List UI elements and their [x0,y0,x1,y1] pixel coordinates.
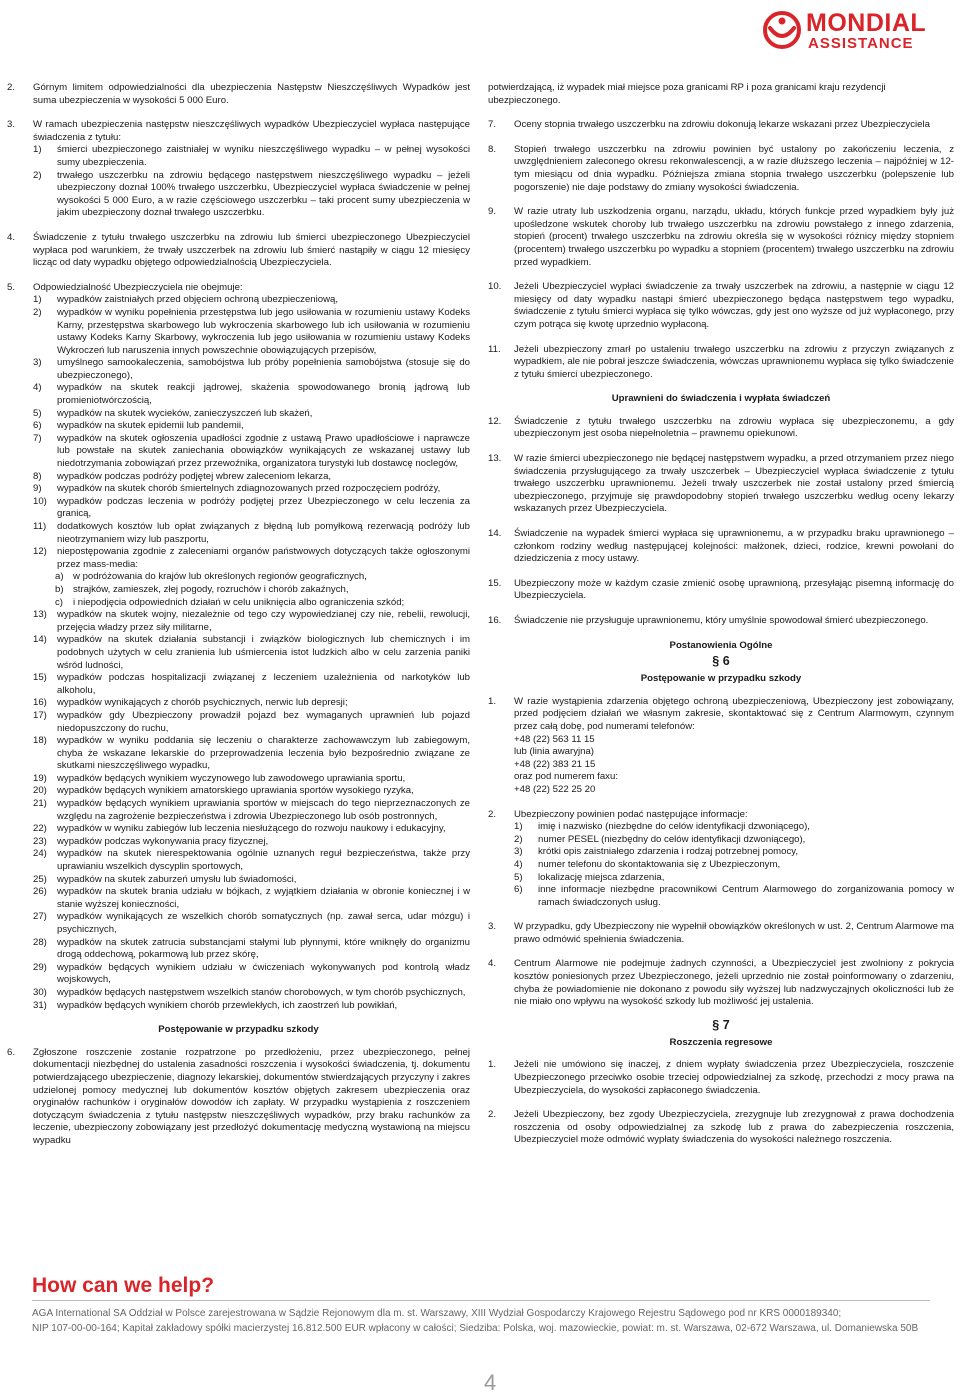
footer-line: AGA International SA Oddział w Polsce zarejestrowana w Sądzie Rejonowym dla m. st. Warszawy, XIII Wydział Gospodarczy Krajowego Rejestru Sądowego pod nr KRS 0000189340; [32,1308,842,1319]
regress-2: 2. Jeżeli Ubezpieczony, bez zgody Ubezpieczyciela, zrezygnuje lub zrezygnował z prawa dochodzenia roszczenia od osoby odpowiedzialnej za szkodę lub z prawa do zabezpieczenia roszczenia, Ubezpieczyciel może odmówić wypłaty świadczenia do wysokości należnego roszczenia. [488,1109,954,1146]
list-item: 15) wypadków podczas hospitalizacji związanej z leczeniem uzależnienia od narkotyków lub alkoholu, [33,672,470,696]
list-item: 2) numer PESEL (niezbędny do celów identyfikacji dzwoniącego), [514,833,806,845]
sub-list-item: c) i niepodjęcia odpowiednich działań w celu uniknięcia albo ograniczenia szkód; [55,596,405,608]
list-item: 13) wypadków na skutek wojny, niezależnie od tego czy wypowiedzianej czy nie, rebelii, rewolucji, przejęcia władzy przez siły militarne, [33,609,470,633]
list-item: 18) wypadków w wyniku poddania się leczeniu o charakterze zachowawczym lub zabiegowym, chyba że wskazane lekarskie do przeprowadzenia leczenia było bezpośrednio związane ze skutkami nieszczęśliwego wypadku, [33,735,470,772]
list-item: 28) wypadków na skutek zatrucia substancjami stałymi lub płynnymi, które wniknęły do organizmu drogą oddechową, pokarmową lub przez skórę, [33,936,470,961]
list-item: 11) dodatkowych kosztów lub opłat związanych z błędną lub pomyłkową rezerwacją podróży lub nieotrzymaniem wizy lub paszportu, [33,521,470,545]
section-9: 9. W razie utraty lub uszkodzenia organu, narządu, układu, których funkcje przed wypadkiem były już upośledzone wskutek choroby lub trwałego uszczerbku na zdrowiu powstałego z innego zdarzenia, stopień (procent) trwałego uszczerbku na zdrowiu określa się w wysokości różnicy między stopniem (procentem) trwałego uszczerbku po wypadku a stopniem (procentem) trwałego uszczerbku na zdrowiu przed wypadkiem. [488,206,954,268]
section-number: 4. [7,231,16,243]
list-item: 6) wypadków na skutek epidemii lub pandemii, [33,420,244,432]
section-2 [7,82,470,107]
phone-line: +48 (22) 522 25 20 [514,783,596,795]
regress-1: 1. Jeżeli nie umówiono się inaczej, z dniem wypłaty świadczenia przez Ubezpieczyciela, roszczenie Ubezpieczonego przeciwko osobie trzeciej odpowiedzialnej za szkodę, przechodzi z mocy prawa na Ubezpieczyciela, do wysokości zapłaconego świadczenia. [488,1059,954,1096]
section-3 [7,119,470,220]
list-item: 3) krótki opis zaistniałego zdarzenia i rodzaj potrzebnej pomocy, [514,846,799,858]
list-item: 16) wypadków wynikających z chorób psychicznych, nerwic lub depresji; [33,697,348,709]
list-item: 17) wypadków gdy Ubezpieczony prowadził pojazd bez wymaganych uprawnień lub pojazd niedopuszczony do ruchu, [33,709,470,734]
list-item: 1) wypadków zaistniałych przed objęciem ochroną ubezpieczeniową, [33,294,339,306]
list-item: 10) wypadków podczas leczenia w podróży podjętej przez Ubezpieczonego w celu leczenia za granicą, [33,495,470,520]
phone-line: lub (linia awaryjna) [514,746,594,758]
general-2: 2. Ubezpieczony powinien podać następujące informacje: 1) imię i nazwisko (niezbędne do celów identyfikacji dzwoniącego), 2) numer PESEL (niezbędny do celów identyfikacji dzwoniącego), 3) krótki opis zaistniałego zdarzenia i rodzaj potrzebnej pomocy, 4) numer telefonu do skontaktowania się z Ubezpieczonym, 5) lokalizację miejsca zdarzenia, 6) inne informacje niezbędne pracownikowi Centrum Alarmowego do zorganizowania pomocy w ramach świadczonych usług. [488,808,954,908]
section-4 [7,232,470,270]
section-text: W ramach ubezpieczenia następstw nieszczęśliwych wypadków Ubezpieczyciel wypłaca następujące świadczenia z tytułu: [33,119,470,143]
footer-title: How can we help? [32,1274,215,1297]
list-item: 24) wypadków na skutek nierespektowania ogólnie uznanych reguł bezpieczeństwa, także przy uprawianiu wszelkich dyscyplin sportowych, [33,848,470,873]
paragraph-sign: § 7 [712,1017,730,1032]
list-item: 5) wypadków na skutek wycieków, zanieczyszczeń lub skażeń, [33,407,313,419]
phone-line: oraz pod numerem faxu: [514,771,618,783]
general-4: 4. Centrum Alarmowe nie podejmuje żadnych czynności, a Ubezpieczyciel jest zwolniony z pokrycia kosztów poniesionych przez Ubezpieczonego, jeżeli uprzednio nie został poinformowany o zdarzeniu, chyba że powiadomienie nie dokonano z powodu siły wyższej lub nadzwyczajnych okoliczności lub że nie miało ono wpływu na wysokość szkody lub możliwość jej ustalenia. [488,958,954,1008]
list-item: 1) śmierci ubezpieczonego zaistniałej w wyniku nieszczęśliwego wypadku – w pełnej wysokości sumy ubezpieczenia. [33,144,470,168]
section-14: 14. Świadczenie na wypadek śmierci wypłaca się uprawnionemu, a w przypadku braku uprawnionego – członkom rodziny według następującej kolejności: małżonek, dzieci, rodzice, krewni powołani do dziedziczenia z mocy ustawy. [488,528,954,565]
list-item: 2) trwałego uszczerbku na zdrowiu będącego następstwem nieszczęśliwego wypadku – jeżeli ubezpieczony doznał 100% trwałego uszczerbku, Ubezpieczyciel wypłaca świadczenie w pełnej wysokości 5 000 Euro, a w razie częściowego uszczerbku – taki procent sumy ubezpieczenia w jakim ubezpieczony doznał trwałego uszczerbku. [33,169,470,219]
section-heading: Postępowanie w przypadku szkody [158,1024,319,1036]
paragraph-sign: § 6 [712,654,730,669]
footer-legal [32,1306,932,1336]
list-item: 9) wypadków na skutek chorób śmiertelnych zdiagnozowanych przed rozpoczęciem podróży, [33,483,441,495]
logo-emblem-icon [762,10,802,50]
list-item: 3) umyślnego samookaleczenia, samobójstwa lub próby popełnienia samobójstwa (stosuje się do ubezpieczonego), [33,357,470,381]
continued-text: potwierdzającą, iż wypadek miał miejsce poza granicami RP i poza granicami kraju rezydencji ubezpieczonego. [488,82,886,106]
section-heading: Postanowienia Ogólne [669,639,773,651]
sub-list-item: b) strajków, zamieszek, złej pogody, rozruchów i chorób zakaźnych, [55,583,349,595]
section-text: Świadczenie z tytułu trwałego uszczerbku na zdrowiu lub śmierci ubezpieczonego Ubezpieczyciel wypłaca pod warunkiem, że trwały uszczerbek na zdrowiu lub śmierć nastąpiły w ciągu 12 miesięcy licząc od daty wypadku objętego odpowiedzialnością Ubezpieczyciela. [33,231,470,269]
list-item: 6) inne informacje niezbędne pracownikowi Centrum Alarmowego do zorganizowania pomocy w ramach świadczonych usług. [514,884,954,908]
general-1: 1. W razie wystąpienia zdarzenia objętego ochroną ubezpieczeniową, Ubezpieczony jest zobowiązany, przed podjęciem działań we własnym zakresie, skontaktować się z Centrum Alarmowym, czynnym przez całą dobę, pod numerami telefonów: +48 (22) 563 11 15 lub (linia awaryjna) +48 (22) 383 21 15 oraz pod numerem faxu: +48 (22) 522 25 20 [488,695,954,795]
list-item: 25) wypadków na skutek zaburzeń umysłu lub świadomości, [33,873,297,885]
section-heading: Roszczenia regresowe [669,1036,773,1048]
section-15: 15. Ubezpieczony może w każdym czasie zmienić osobę uprawnioną, przesyłając pisemną informację do Ubezpieczyciela. [488,577,954,602]
list-item: 31) wypadków będących wynikiem chorób przewlekłych, ich zaostrzeń lub powikłań, [33,999,398,1011]
footer-line: NIP 107-00-00-164; Kapitał zakładowy spółki macierzystej 16.812.500 EUR wpłacony w całości; Siedziba: Polska, woj. mazowieckie, powiat: m. st. Warszawa, 02-672 Warszawa, ul. Domaniewska 50B [32,1323,919,1334]
section-5 [7,282,470,1012]
list-item: 30) wypadków będących następstwem wszelkich stanów chorobowych, w tym chorób psychicznych, [33,986,466,998]
sub-list-item: a) w podróżowania do krajów lub określonych regionów geograficznych, [55,571,367,583]
phone-line: +48 (22) 563 11 15 [514,733,595,745]
section-text: Górnym limitem odpowiedzialności dla ubezpieczenia Następstw Nieszczęśliwych Wypadków jest suma ubezpieczenia w wysokości 5 000 Euro. [33,82,470,106]
section-7: 7. Oceny stopnia trwałego uszczerbku na zdrowiu dokonują lekarze wskazani przez Ubezpieczyciela [488,119,930,131]
section-text: Odpowiedzialność Ubezpieczyciela nie obejmuje: [33,281,243,293]
list-item: 8) wypadków podczas podróży podjętej wbrew zaleceniom lekarza, [33,470,332,482]
general-3: 3. W przypadku, gdy Ubezpieczony nie wypełnił obowiązków określonych w ust. 2, Centrum Alarmowe ma prawo odmówić spełnienia świadczenia. [488,921,954,945]
list-item: 1) imię i nazwisko (niezbędne do celów identyfikacji dzwoniącego), [514,821,810,833]
list-item: 27) wypadków wynikających ze wszelkich chorób somatycznych (np. zawał serca, udar mózgu) i psychicznych, [33,911,470,935]
footer-divider [32,1300,930,1301]
list-item: 5) lokalizację miejsca zdarzenia, [514,871,665,883]
section-heading: Postępowanie w przypadku szkody [640,673,802,685]
section-text: Zgłoszone roszczenie zostanie rozpatrzone po przedłożeniu, przez ubezpieczonego, pełnej dokumentacji niezbędnej do ustalenia zasadności roszczenia i wysokości świadczenia, tj. dokumentu potwierdzającego ubezpieczenie, diagnozy lekarskiej, dokumentów stwierdzających przyczyny i zakres udzielonej pomocy medycznej lub dokumentów kosztów objętych zakresem ubezpieczenia oraz oryginałów rachunków i oryginałów dowodów ich zapłaty. W przypadku wystąpienia z roszczeniem dotyczącym świadczenia z tytułu następstw nieszczęśliwych wypadków, przy braku rachunków za leczenie, ubezpieczony zobowiązany jest przedłożyć dokumentację medyczną wystawioną na miejscu wypadku [33,1046,470,1146]
right-column [488,82,954,1147]
list-item: 22) wypadków w wyniku zabiegów lub leczenia niesłużącego do rozwoju naukowy i edukacyjny, [33,823,446,835]
section-6 [7,1047,470,1148]
page-number: 4 [484,1370,497,1395]
section-11: 11. Jeżeli ubezpieczony zmarł po ustaleniu trwałego uszczerbku na zdrowiu z przyczyn związanych z wypadkiem, ale nie pobrał jeszcze świadczenia, wówczas uprawnionemu wypłaca się tylko świadczenie z tytułu śmierci ubezpieczonego. [488,343,954,380]
list-item: 20) wypadków będących wynikiem amatorskiego uprawiania sportów wysokiego ryzyka, [33,785,414,797]
list-item: 19) wypadków będących wynikiem wyczynowego lub zawodowego uprawiania sportu, [33,772,406,784]
list-item: 2) wypadków w wyniku popełnienia przestępstwa lub jego usiłowania w rozumieniu ustawy Kodeks Karny, przestępstwa skarbowego lub wykroczenia skarbowego lub ich usiłowania w rozumieniu ustawy Kodeks Karny Skarbowy, wykroczenia lub jego usiłowania w rozumieniu ustawy Kodeks Wykroczeń lub naruszenia innych powszechnie obowiązujących przepisów, [33,306,470,356]
list-item: 12) niepostępowania zgodnie z zaleceniami organów państwowych dotyczących także ogłoszonymi przez mass-media: [33,546,470,570]
brand-sub: ASSISTANCE [808,35,914,52]
list-item: 26) wypadków na skutek brania udziału w bójkach, z wyjątkiem działania w obronie koniecznej i w stanie wyższej konieczności, [33,886,470,910]
mondial-assistance-logo [762,6,952,54]
left-column [7,82,470,1148]
list-item: 21) wypadków będących wynikiem uprawiania sportów w miejscach do tego nieprzeznaczonych ze względu na zagrożenie bezpieczeństwa i zdrowia Ubezpieczonego lub osób postronnych, [33,798,470,822]
list-item: 4) wypadków na skutek reakcji jądrowej, skażenia spowodowanego bronią jądrową lub promieniotwórczością, [33,382,470,407]
list-item: 29) wypadków będących wynikiem udziału w ćwiczeniach wykonywanych pod kontrolą władz wojskowych, [33,961,470,986]
section-number: 5. [7,281,16,293]
section-number: 6. [7,1046,16,1058]
section-13: 13. W razie śmierci ubezpieczonego nie będącej następstwem wypadku, a przed otrzymaniem przez niego świadczenia przysługującego za trwały uszczerbek – Ubezpieczyciel wypłaca świadczenie z tytułu trwałego uszczerbku uprawnionemu. Jeżeli trwały uszczerbek nie został ustalony przed śmiercią ubezpieczonego, przyjmuje się prawdopodobny stopień trwałego uszczerbku według oceny lekarzy wskazanych przez Ubezpieczyciela. [488,453,954,515]
brand-name: MONDIAL [806,9,927,37]
list-item: 14) wypadków na skutek działania substancji i związków biologicznych lub chemicznych i im podobnych użytych w celu zranienia lub uśmiercenia istot ludzkich albo w celu zarzenia paniki wśród ludności, [33,634,470,671]
section-16: 16. Świadczenie nie przysługuje uprawnionemu, który umyślnie spowodował śmierć ubezpieczonego. [488,615,929,626]
list-item: 7) wypadków na skutek ogłoszenia upadłości zgodnie z ustawą Prawo upadłościowe i naprawcze lub powstałe na skutek zaniechania obowiązków wynikających ze wskazanej ustawy lub niedotrzymania zobowiązań przez przewoźnika, organizatora turystyki lub dostawcę noclegów, [33,432,470,470]
section-12: 12. Świadczenie z tytułu trwałego uszczerbku na zdrowiu wypłaca się ubezpieczonemu, a gdy ubezpieczonym jest osoba niepełnoletnia – prawnemu opiekunowi. [488,415,954,440]
list-item: 4) numer telefonu do skontaktowania się z Ubezpieczonym, [514,858,781,870]
section-number: 3. [7,119,16,131]
list-item: 23) wypadków podczas wykonywania pracy fizycznej, [33,835,269,847]
section-heading: Uprawnieni do świadczenia i wypłata świadczeń [611,393,831,405]
phone-line: +48 (22) 383 21 15 [514,758,596,770]
section-8: 8. Stopień trwałego uszczerbku na zdrowiu powinien być ustalony po zakończeniu leczenia, z uwzględnieniem zaleconego okresu rekonwalescencji, a w razie dłuższego leczenia – najpóźniej w 12-tym miesiącu od dnia wypadku. Późniejsza zmiana stopnia trwałego uszczerbku (polepszenie lub pogorszenie) nie daje podstawy do zmiany wysokości świadczenia. [488,143,954,193]
section-10: 10. Jeżeli Ubezpieczyciel wypłaci świadczenie za trwały uszczerbek na zdrowiu, a następnie w ciągu 12 miesięcy od daty wypadku nastąpi śmierć ubezpieczonego będąca następstwem tego wypadku, świadczenie z tytułu śmierci wypłaca się tylko wówczas, gdy jest ono wyższe od już wypłaconego, przy czym potrąca się kwotę uprzednio wypłaconą. [488,281,954,330]
section-number: 2. [7,82,16,93]
